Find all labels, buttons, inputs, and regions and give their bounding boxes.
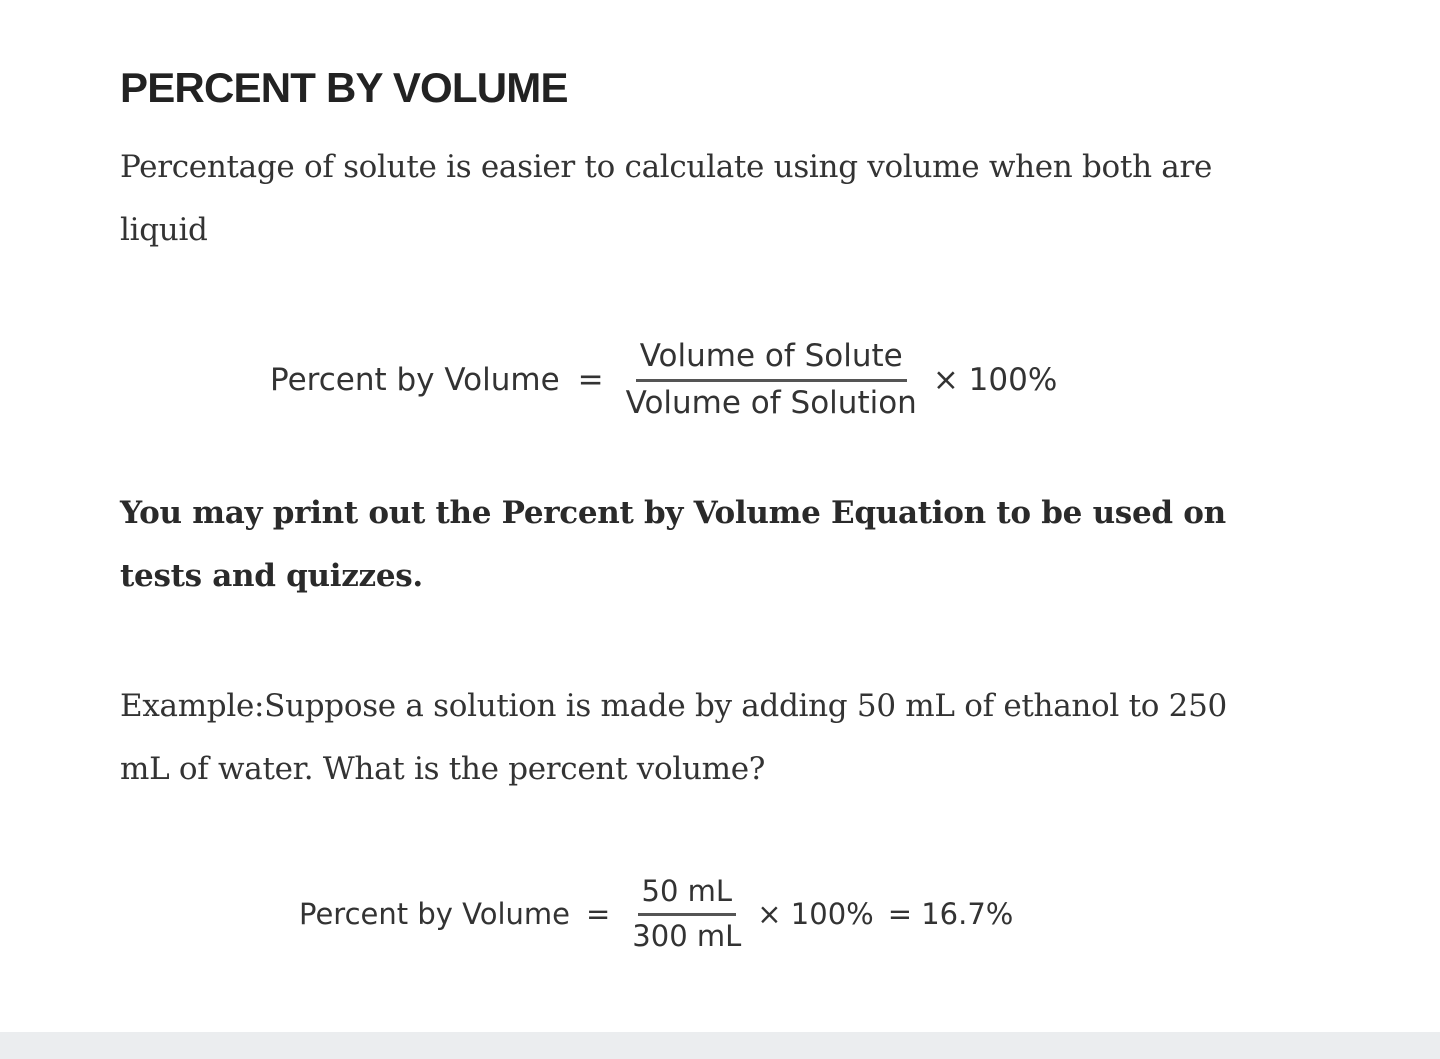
intro-paragraph: Percentage of solute is easier to calculate using volume when both are liquid bbox=[120, 149, 1213, 248]
formula-fraction bbox=[622, 339, 921, 421]
bottom-divider-bar bbox=[0, 1032, 1440, 1059]
example-formula-numerator: 50 mL bbox=[638, 875, 737, 915]
example-formula-denominator: 300 mL bbox=[632, 918, 742, 953]
formula-multiplier: × 100% bbox=[932, 362, 1058, 398]
percent-by-volume-formula bbox=[270, 330, 1057, 430]
example-paragraph: Example:Suppose a solution is made by adding 50 mL of ethanol to 250 mL of water. What is the percent volume? bbox=[120, 688, 1227, 787]
example-formula bbox=[299, 868, 1013, 960]
example-formula-lhs: Percent by Volume bbox=[299, 897, 570, 931]
example-formula-result: = 16.7% bbox=[887, 897, 1014, 931]
formula-denominator: Volume of Solution bbox=[625, 384, 917, 421]
formula-lhs: Percent by Volume bbox=[270, 362, 560, 398]
formula-numerator: Volume of Solute bbox=[636, 339, 907, 382]
section-title: PERCENT BY VOLUME bbox=[120, 64, 568, 111]
example-formula-multiplier: × 100% bbox=[757, 897, 874, 931]
formula-equals: = bbox=[577, 362, 604, 398]
print-note: You may print out the Percent by Volume Equation to be used on tests and quizzes. bbox=[120, 495, 1226, 594]
example-formula-equals: = bbox=[585, 897, 611, 931]
example-formula-fraction bbox=[628, 875, 745, 953]
